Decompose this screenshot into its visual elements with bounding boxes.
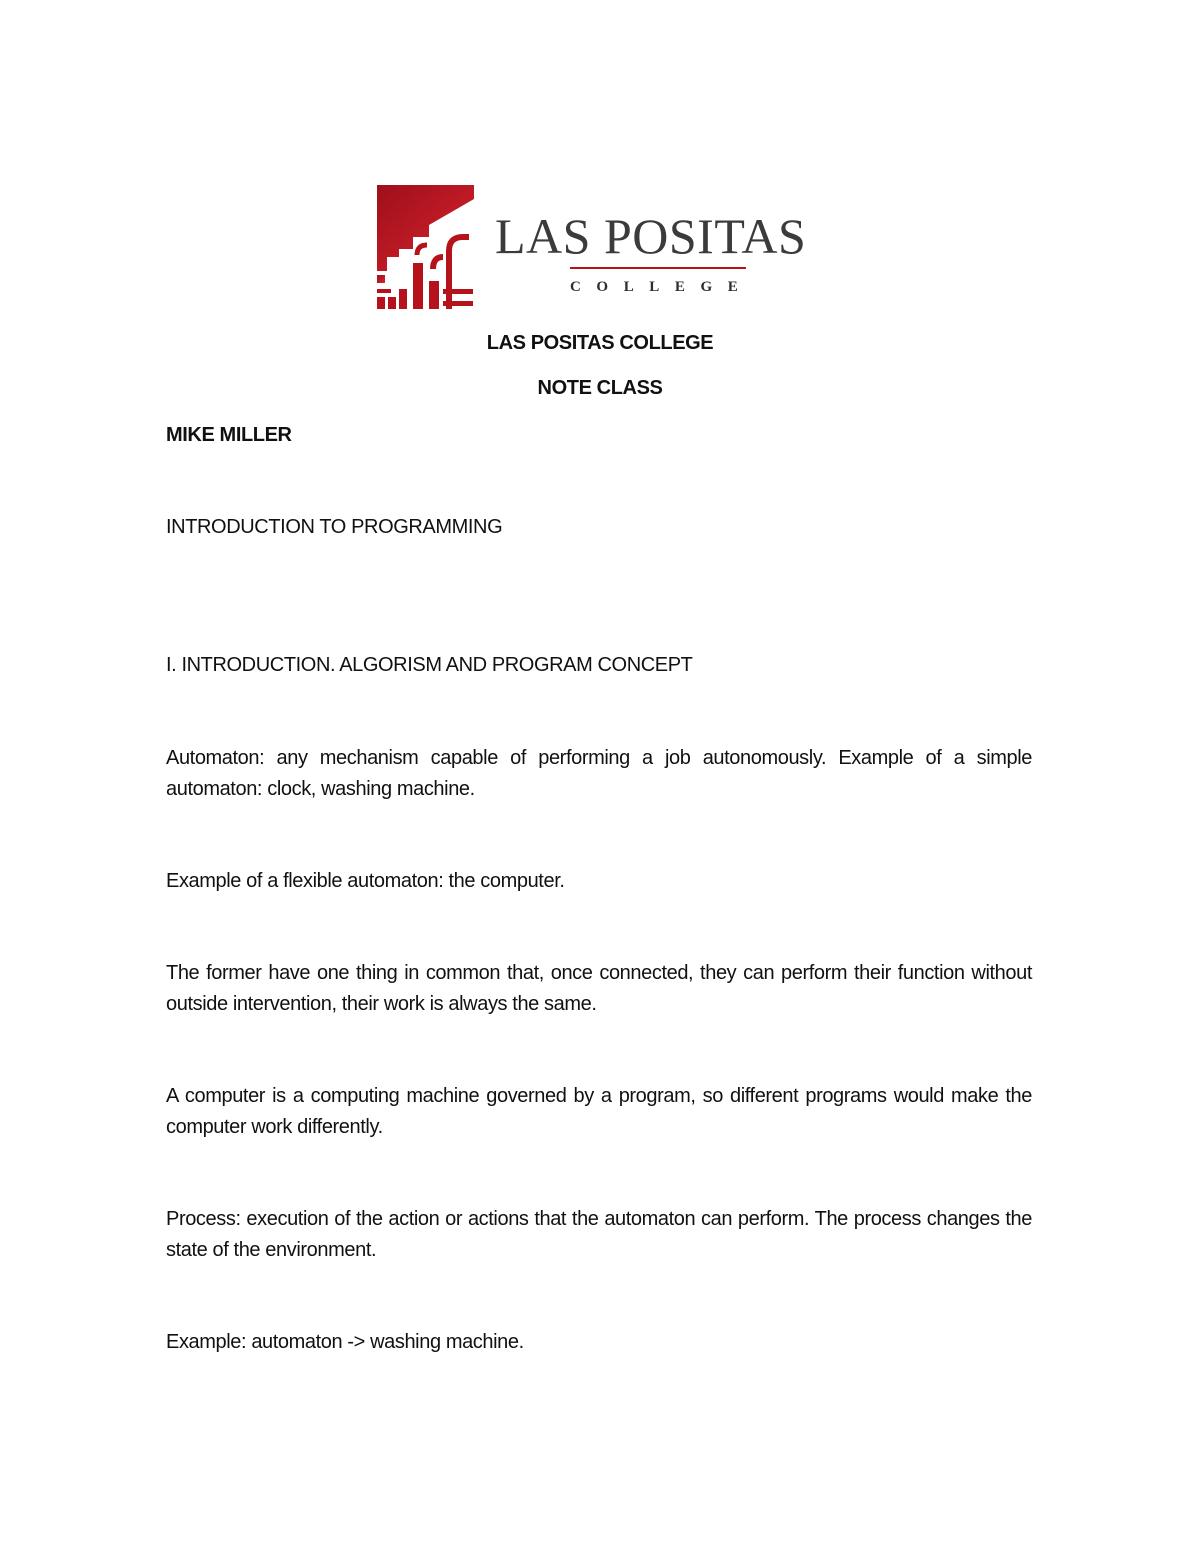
- section-heading: I. INTRODUCTION. ALGORISM AND PROGRAM CONCEPT: [166, 654, 693, 676]
- college-emblem-icon: [377, 185, 474, 309]
- paragraph-line: computer work differently.: [166, 1116, 383, 1138]
- paragraph-line: Process: execution of the action or actions that the automaton can perform. The process changes the: [166, 1208, 1032, 1230]
- college-heading: LAS POSITAS COLLEGE: [486, 332, 714, 354]
- paragraph-computer: [166, 1081, 1032, 1143]
- paragraph-automaton: [166, 743, 1032, 805]
- paragraph-line: Example: automaton -> washing machine.: [166, 1331, 524, 1353]
- paragraph-line: Automaton: any mechanism capable of performing a job autonomously. Example of a simple: [166, 747, 1032, 769]
- paragraph-line: state of the environment.: [166, 1239, 377, 1261]
- paragraph-flexible-automaton: [166, 866, 1032, 897]
- doc-type-heading: NOTE CLASS: [537, 377, 663, 399]
- paragraph-process: [166, 1204, 1032, 1266]
- paragraph-line: Example of a flexible automaton: the computer.: [166, 870, 565, 892]
- paragraph-line: A computer is a computing machine governed by a program, so different programs would make the: [166, 1085, 1032, 1107]
- logo-divider-line: [570, 267, 746, 269]
- logo-wordmark: LAS POSITAS: [495, 208, 807, 264]
- paragraph-line: The former have one thing in common that, once connected, they can perform their function without: [166, 962, 1032, 984]
- college-logo: [377, 185, 827, 311]
- paragraph-line: outside intervention, their work is always the same.: [166, 993, 597, 1015]
- paragraph-line: automaton: clock, washing machine.: [166, 778, 475, 800]
- paragraph-former: [166, 958, 1032, 1020]
- logo-subtitle: COLLEGE: [570, 279, 754, 295]
- author-name: MIKE MILLER: [166, 424, 292, 446]
- paragraph-example: [166, 1327, 1032, 1358]
- course-title: INTRODUCTION TO PROGRAMMING: [166, 516, 503, 538]
